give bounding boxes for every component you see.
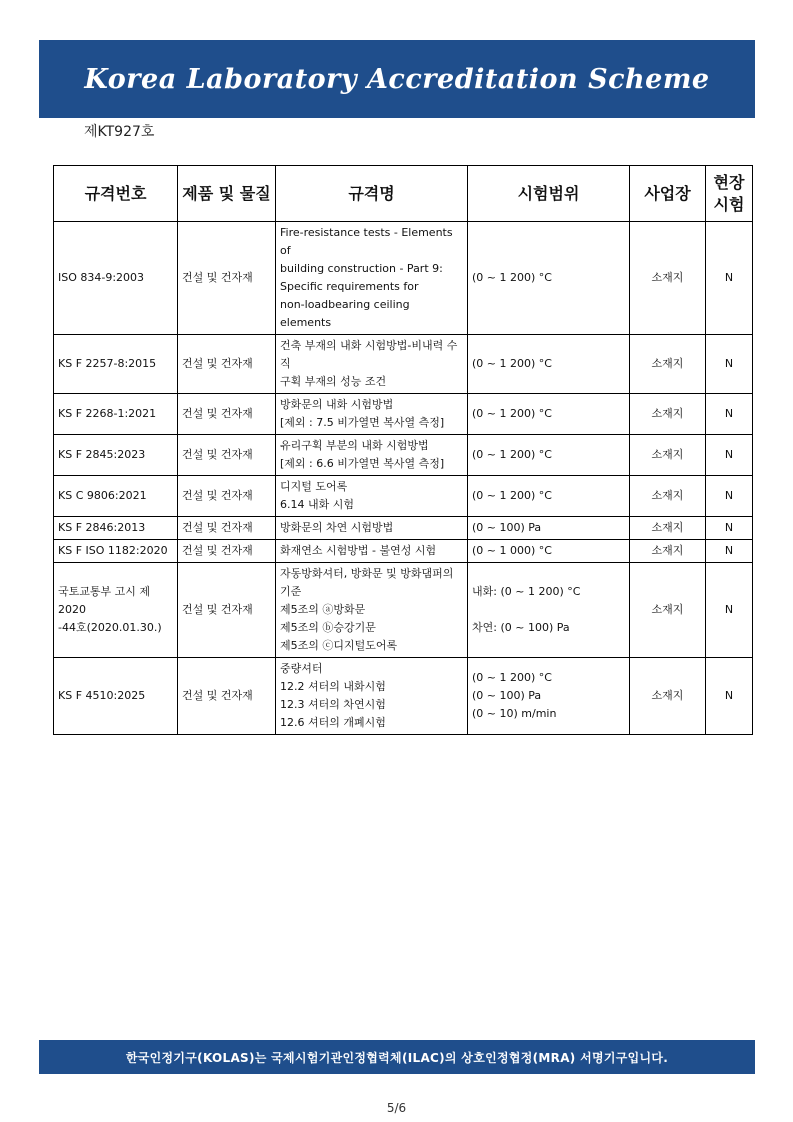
test-range bbox=[468, 517, 630, 540]
standard-number: 국토교통부 고시 제2020 -44호(2020.01.30.) bbox=[54, 563, 178, 658]
material: 건설 및 건자재 bbox=[178, 394, 276, 435]
test-range-line: (0 ~ 1 200) °C bbox=[472, 671, 552, 684]
standard-name-line: 제5조의 ⓒ디지털도어록 bbox=[280, 639, 398, 652]
test-range bbox=[468, 658, 630, 735]
table-row bbox=[54, 335, 753, 394]
test-range bbox=[468, 394, 630, 435]
table-row bbox=[54, 476, 753, 517]
table-row bbox=[54, 222, 753, 335]
field-test: N bbox=[706, 335, 753, 394]
standard-number: KS F 2846:2013 bbox=[54, 517, 178, 540]
col-header-test-range: 시험범위 bbox=[468, 166, 630, 222]
header-banner bbox=[39, 40, 755, 118]
standard-number: KS F 2845:2023 bbox=[54, 435, 178, 476]
standard-name-line: [제외 : 6.6 비가열면 복사열 측정] bbox=[280, 457, 445, 470]
standard-number: ISO 834-9:2003 bbox=[54, 222, 178, 335]
standard-name-line: 디지털 도어록 bbox=[280, 480, 348, 493]
standard-name-line: 제5조의 ⓑ승강기문 bbox=[280, 621, 376, 634]
standard-name bbox=[276, 222, 468, 335]
field-test: N bbox=[706, 394, 753, 435]
test-range-line: (0 ~ 1 200) °C bbox=[472, 448, 552, 461]
test-range-line: (0 ~ 1 200) °C bbox=[472, 489, 552, 502]
test-range-line: (0 ~ 1 200) °C bbox=[472, 357, 552, 370]
footer-banner bbox=[39, 1040, 755, 1074]
field-test: N bbox=[706, 563, 753, 658]
material: 건설 및 건자재 bbox=[178, 658, 276, 735]
col-header-material: 제품 및 물질 bbox=[178, 166, 276, 222]
standard-number: KS C 9806:2021 bbox=[54, 476, 178, 517]
standard-name-line: building construction - Part 9: bbox=[280, 262, 443, 275]
standard-number: KS F ISO 1182:2020 bbox=[54, 540, 178, 563]
page-number: 5/6 bbox=[386, 1101, 407, 1115]
site: 소재지 bbox=[630, 476, 706, 517]
standard-name bbox=[276, 394, 468, 435]
material: 건설 및 건자재 bbox=[178, 476, 276, 517]
test-range-line: (0 ~ 1 000) °C bbox=[472, 544, 552, 557]
site: 소재지 bbox=[630, 335, 706, 394]
standard-name bbox=[276, 563, 468, 658]
certificate-number: 제KT927호 bbox=[84, 124, 155, 140]
footer-text: 한국인정기구(KOLAS)는 국제시험기관인정협력체(ILAC)의 상호인정협정(MRA) 서명기구입니다. bbox=[125, 1050, 669, 1065]
test-range-line: 차연: (0 ~ 100) Pa bbox=[472, 621, 570, 634]
standard-name bbox=[276, 540, 468, 563]
site: 소재지 bbox=[630, 435, 706, 476]
test-range-line: (0 ~ 100) Pa bbox=[472, 521, 542, 534]
site: 소재지 bbox=[630, 563, 706, 658]
standard-name-line: 유리구획 부분의 내화 시험방법 bbox=[280, 439, 429, 452]
test-range bbox=[468, 476, 630, 517]
standard-name bbox=[276, 335, 468, 394]
test-range-line: (0 ~ 1 200) °C bbox=[472, 407, 552, 420]
test-range-line bbox=[472, 601, 625, 619]
table-body bbox=[54, 222, 753, 735]
test-range-line: 내화: (0 ~ 1 200) °C bbox=[472, 585, 581, 598]
table-row bbox=[54, 435, 753, 476]
standard-number: KS F 4510:2025 bbox=[54, 658, 178, 735]
test-range bbox=[468, 540, 630, 563]
test-range-line: (0 ~ 10) m/min bbox=[472, 707, 557, 720]
standard-name-line: 자동방화셔터, 방화문 및 방화댐퍼의 bbox=[280, 567, 454, 580]
site: 소재지 bbox=[630, 517, 706, 540]
site: 소재지 bbox=[630, 394, 706, 435]
table-row bbox=[54, 517, 753, 540]
test-range-line: (0 ~ 1 200) °C bbox=[472, 271, 552, 284]
standard-name-line: [제외 : 7.5 비가열면 복사열 측정] bbox=[280, 416, 445, 429]
standard-name-line: 구획 부재의 성능 조건 bbox=[280, 375, 387, 388]
field-test: N bbox=[706, 435, 753, 476]
material: 건설 및 건자재 bbox=[178, 435, 276, 476]
test-range bbox=[468, 563, 630, 658]
site: 소재지 bbox=[630, 222, 706, 335]
table-row bbox=[54, 540, 753, 563]
site: 소재지 bbox=[630, 540, 706, 563]
standard-name bbox=[276, 435, 468, 476]
table-header-row bbox=[54, 166, 753, 222]
standard-name-line: 건축 부재의 내화 시험방법-비내력 수직 bbox=[280, 339, 458, 370]
col-header-standard-no: 규격번호 bbox=[54, 166, 178, 222]
test-range-line: (0 ~ 100) Pa bbox=[472, 689, 542, 702]
table-row bbox=[54, 563, 753, 658]
test-range bbox=[468, 435, 630, 476]
material: 건설 및 건자재 bbox=[178, 563, 276, 658]
banner-title: Korea Laboratory Accreditation Scheme bbox=[84, 63, 710, 95]
col-header-field-test: 현장 시험 bbox=[706, 166, 753, 222]
material: 건설 및 건자재 bbox=[178, 517, 276, 540]
field-test: N bbox=[706, 222, 753, 335]
standard-name bbox=[276, 517, 468, 540]
test-range bbox=[468, 335, 630, 394]
table-row bbox=[54, 658, 753, 735]
standard-name-line: 방화문의 내화 시험방법 bbox=[280, 398, 394, 411]
test-range bbox=[468, 222, 630, 335]
material: 건설 및 건자재 bbox=[178, 540, 276, 563]
standard-name-line: 12.2 셔터의 내화시험 bbox=[280, 680, 386, 693]
standard-number: KS F 2268-1:2021 bbox=[54, 394, 178, 435]
standard-name-line: 12.6 셔터의 개폐시험 bbox=[280, 716, 386, 729]
field-test: N bbox=[706, 658, 753, 735]
standard-name-line: 방화문의 차연 시험방법 bbox=[280, 521, 394, 534]
col-header-site: 사업장 bbox=[630, 166, 706, 222]
field-test: N bbox=[706, 540, 753, 563]
col-header-standard-name: 규격명 bbox=[276, 166, 468, 222]
standard-name-line: 중량셔터 bbox=[280, 662, 323, 675]
material: 건설 및 건자재 bbox=[178, 222, 276, 335]
standard-number: KS F 2257-8:2015 bbox=[54, 335, 178, 394]
field-test: N bbox=[706, 517, 753, 540]
site: 소재지 bbox=[630, 658, 706, 735]
standard-name bbox=[276, 658, 468, 735]
standard-name-line: 기준 bbox=[280, 585, 302, 598]
standard-name-line: Specific requirements for bbox=[280, 280, 419, 293]
standard-name-line: 제5조의 ⓐ방화문 bbox=[280, 603, 366, 616]
accreditation-scope-table bbox=[53, 165, 753, 735]
standard-name bbox=[276, 476, 468, 517]
standard-name-line: 12.3 셔터의 차연시험 bbox=[280, 698, 386, 711]
standard-name-line: non-loadbearing ceiling elements bbox=[280, 298, 410, 329]
standard-name-line: Fire-resistance tests - Elements of bbox=[280, 226, 453, 257]
standard-name-line: 6.14 내화 시험 bbox=[280, 498, 354, 511]
standard-name-line: 화재연소 시험방법 - 불연성 시험 bbox=[280, 544, 437, 557]
table-row bbox=[54, 394, 753, 435]
field-test: N bbox=[706, 476, 753, 517]
material: 건설 및 건자재 bbox=[178, 335, 276, 394]
